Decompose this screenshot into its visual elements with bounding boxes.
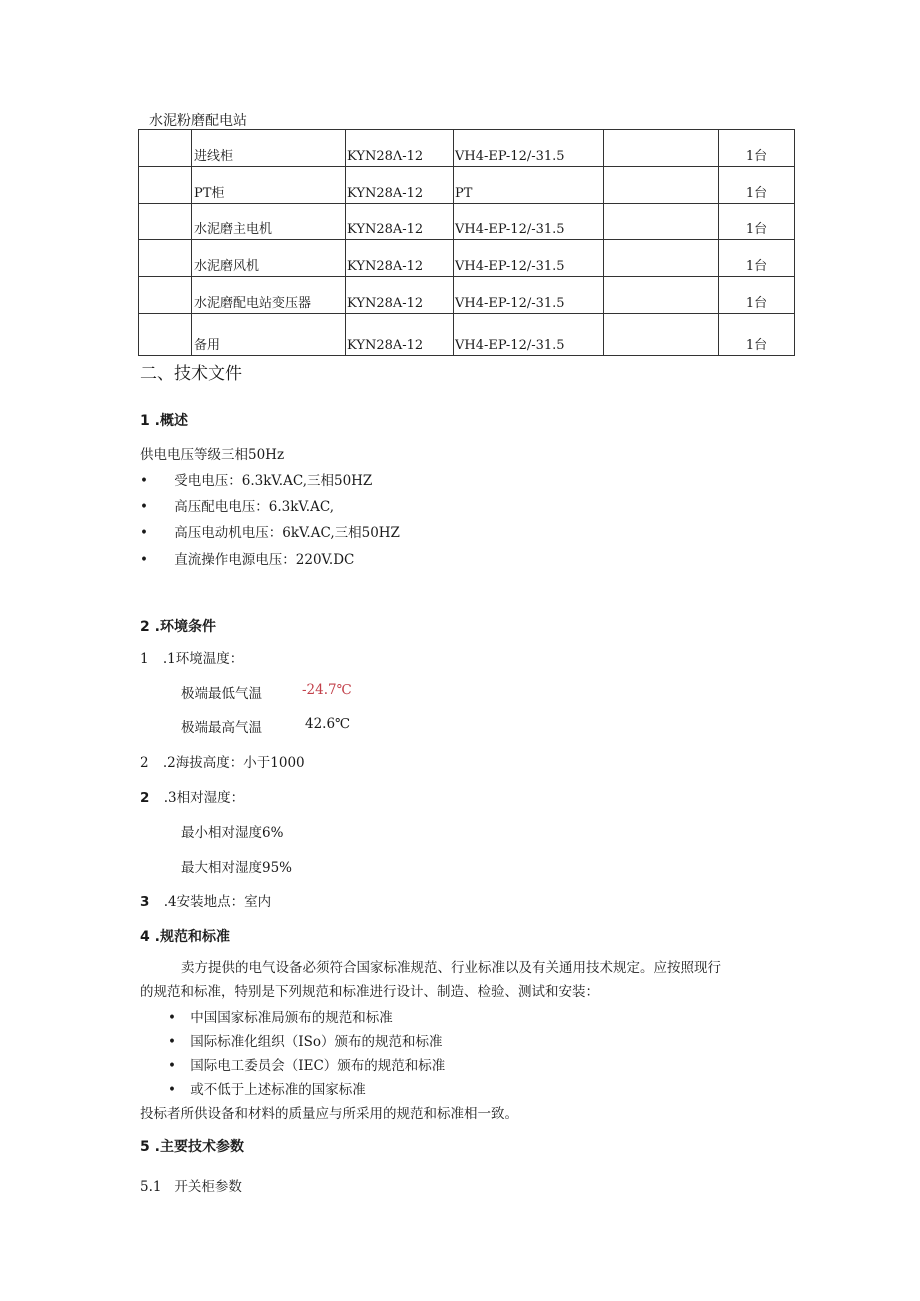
heading-text: .环境条件 [154, 619, 216, 635]
item-number: 2 [140, 755, 149, 771]
env-altitude [140, 751, 305, 771]
item-text: .2海拔高度：小于1000 [162, 755, 305, 771]
cell-blank [604, 277, 719, 314]
cell-qty: 1台 [719, 314, 795, 356]
bullet-icon: • [140, 552, 148, 568]
list-item-text: 直流操作电源电压：220V.DC [174, 552, 355, 568]
cell-blank [604, 167, 719, 204]
cell-model: KYN28A-12 [346, 167, 454, 204]
bullet-icon: • [168, 1034, 176, 1050]
equipment-table [138, 129, 795, 356]
overview-intro: 供电电压等级三相50Hz [140, 447, 285, 463]
bullet-icon: • [168, 1058, 176, 1074]
table-row [139, 277, 795, 314]
cell-no [139, 314, 192, 356]
standards-paragraph-line2: 的规范和标准，特别是下列规范和标准进行设计、制造、检验、测试和安装： [140, 984, 599, 1000]
cell-qty: 1台 [719, 204, 795, 240]
cell-no [139, 130, 192, 167]
list-item [168, 1078, 366, 1098]
cell-breaker: VH4-EP-12/-31.5 [454, 277, 604, 314]
section-title: 二、技术文件 [140, 364, 242, 384]
cell-model: KYN28A-12 [346, 240, 454, 277]
bullet-icon: • [140, 525, 148, 541]
temp-min-value: -24.7℃ [302, 682, 352, 698]
bullet-icon: • [168, 1082, 176, 1098]
heading-number: 2 [140, 619, 150, 635]
table-caption: 水泥粉磨配电站 [149, 113, 247, 129]
cell-name: PT柜 [192, 167, 346, 204]
cell-blank [604, 240, 719, 277]
list-item-text: 高压电动机电压：6kV.AC,三相50HZ [174, 525, 400, 541]
heading-overview [140, 410, 188, 430]
list-item-text: 受电电压：6.3kV.AC,三相50HZ [174, 473, 373, 489]
table-row [139, 240, 795, 277]
table-row [139, 204, 795, 240]
cell-qty: 1台 [719, 130, 795, 167]
list-item [140, 521, 400, 541]
env-temperature [140, 647, 243, 667]
item-text: .4安装地点：室内 [163, 894, 272, 910]
cell-breaker: VH4-EP-12/-31.5 [454, 204, 604, 240]
list-item [168, 1006, 393, 1026]
standards-paragraph-line1: 卖方提供的电气设备必须符合国家标准规范、行业标准以及有关通用技术规定。应按照现行 [181, 960, 721, 976]
bullet-icon: • [168, 1010, 176, 1026]
cell-blank [604, 130, 719, 167]
cell-no [139, 240, 192, 277]
list-item [140, 495, 334, 515]
temp-min-label: 极端最低气温 [181, 686, 262, 702]
cell-model: KYN28A-12 [346, 204, 454, 240]
list-item [168, 1030, 442, 1050]
bullet-icon: • [140, 499, 148, 515]
list-item-text: 高压配电电压：6.3kV.AC, [174, 499, 334, 515]
cell-blank [604, 204, 719, 240]
list-item [168, 1054, 445, 1074]
humidity-min: 最小相对湿度6% [181, 825, 284, 841]
item-text: .3相对湿度： [163, 790, 245, 806]
table-row [139, 167, 795, 204]
cell-no [139, 204, 192, 240]
item-number: 3 [140, 894, 150, 910]
item-number: 1 [140, 651, 149, 667]
heading-number: 5 [140, 1139, 150, 1155]
cell-breaker: VH4-EP-12/-31.5 [454, 130, 604, 167]
temp-max-value: 42.6℃ [305, 716, 351, 732]
table-row [139, 130, 795, 167]
list-item-text: 国际电工委员会（IEC）颁布的规范和标准 [190, 1058, 446, 1074]
heading-params [140, 1136, 244, 1156]
env-humidity [140, 786, 244, 806]
cell-breaker: PT [454, 167, 604, 204]
list-item [140, 469, 372, 489]
bullet-icon: • [140, 473, 148, 489]
item-text: .1环境温度： [162, 651, 244, 667]
list-item-text: 或不低于上述标准的国家标准 [190, 1082, 366, 1098]
cell-qty: 1台 [719, 240, 795, 277]
table-row [139, 314, 795, 356]
list-item-text: 国际标准化组织（ISo）颁布的规范和标准 [190, 1034, 443, 1050]
standards-closing: 投标者所供设备和材料的质量应与所采用的规范和标准相一致。 [140, 1106, 518, 1122]
cell-name: 水泥磨主电机 [192, 204, 346, 240]
cell-model: KYN28A-12 [346, 277, 454, 314]
item-number: 2 [140, 790, 150, 806]
temp-max-label: 极端最高气温 [181, 720, 262, 736]
env-location [140, 890, 271, 910]
cell-name: 水泥磨配电站变压器 [192, 277, 346, 314]
list-item [140, 548, 354, 568]
cell-name: 备用 [192, 314, 346, 356]
heading-environment [140, 616, 216, 636]
cell-model: KYN28A-12 [346, 314, 454, 356]
heading-text: .规范和标准 [154, 929, 230, 945]
cell-qty: 1台 [719, 167, 795, 204]
heading-text: .主要技术参数 [154, 1139, 244, 1155]
cell-qty: 1台 [719, 277, 795, 314]
cell-no [139, 277, 192, 314]
cell-breaker: VH4-EP-12/-31.5 [454, 314, 604, 356]
cell-model: KYN28Λ-12 [346, 130, 454, 167]
heading-number: 1 [140, 413, 150, 429]
list-item-text: 中国国家标准局颁布的规范和标准 [190, 1010, 393, 1026]
cell-name: 进线柜 [192, 130, 346, 167]
cell-name: 水泥磨风机 [192, 240, 346, 277]
heading-standards [140, 926, 230, 946]
heading-text: .概述 [154, 413, 188, 429]
cell-no [139, 167, 192, 204]
cell-blank [604, 314, 719, 356]
heading-number: 4 [140, 929, 150, 945]
humidity-max: 最大相对湿度95% [181, 860, 293, 876]
params-subheading: 5.1 开关柜参数 [140, 1179, 242, 1195]
cell-breaker: VH4-EP-12/-31.5 [454, 240, 604, 277]
